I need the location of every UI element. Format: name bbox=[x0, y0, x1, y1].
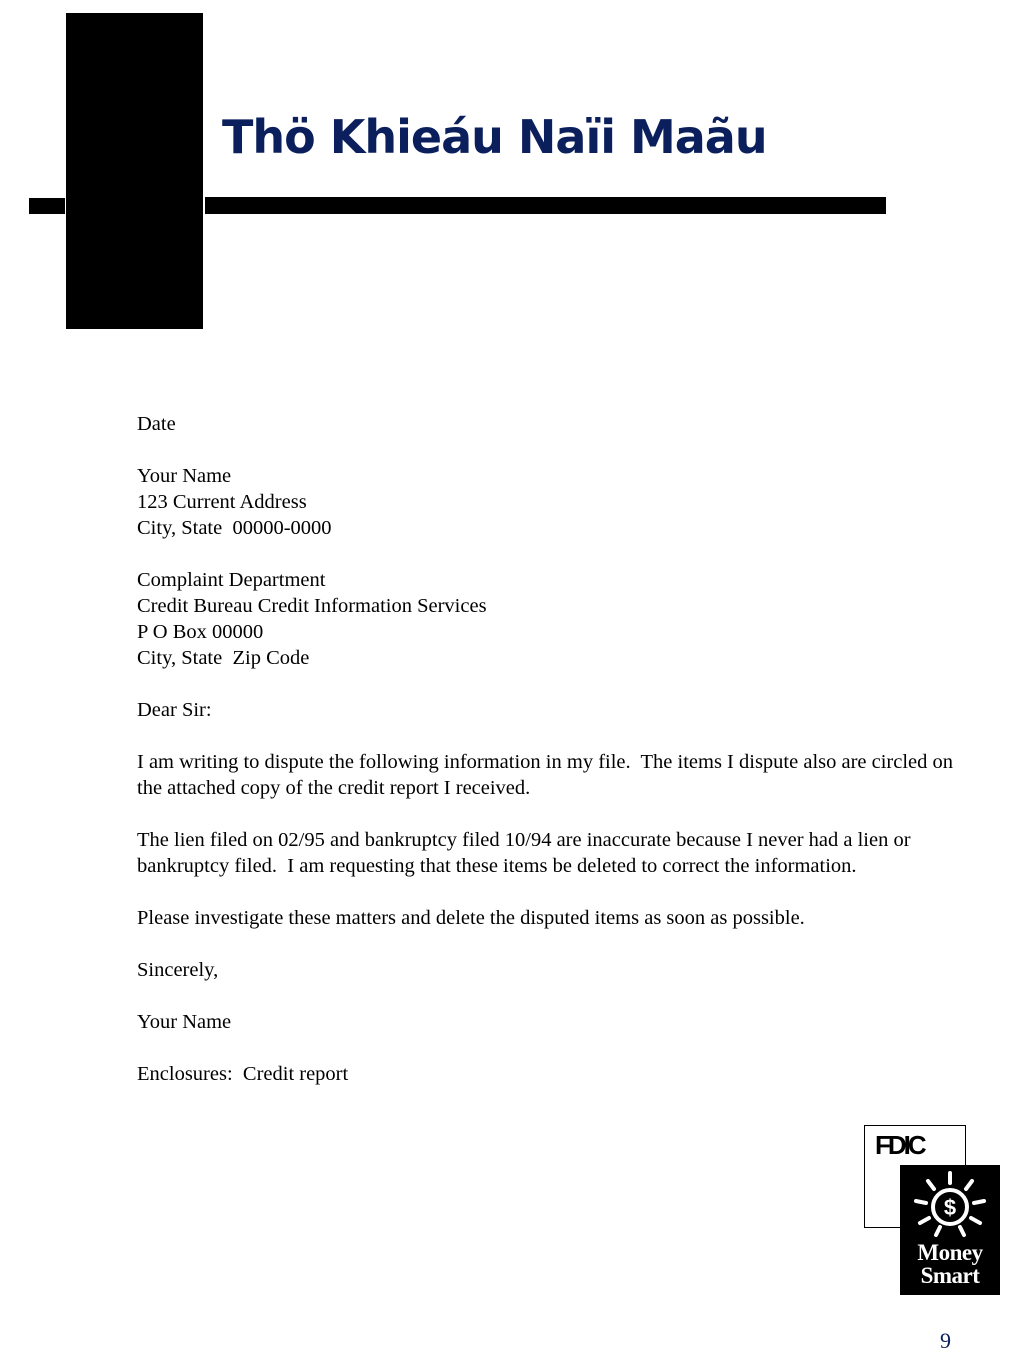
recipient-department: Complaint Department bbox=[137, 569, 326, 591]
dollar-symbol: $ bbox=[943, 1195, 957, 1220]
logo-smart-word: Smart bbox=[920, 1263, 980, 1288]
paragraph-request: Please investigate these matters and delete the disputed items as soon as possible. bbox=[137, 907, 805, 929]
recipient-po-box: P O Box 00000 bbox=[137, 621, 264, 643]
closing: Sincerely, bbox=[137, 959, 219, 981]
decorative-bar-right bbox=[205, 197, 886, 214]
slide-title: Thö Khieáu Naïi Maãu bbox=[222, 110, 767, 164]
paragraph-dispute-intro: I am writing to dispute the following information in my file. The items I dispute also are circled on the attached copy of the credit report I received. bbox=[137, 751, 959, 799]
page-number: 9 bbox=[940, 1328, 951, 1353]
sun-dollar-icon bbox=[910, 1169, 990, 1241]
salutation: Dear Sir: bbox=[137, 699, 212, 721]
fdic-logo-text: FDIC bbox=[875, 1130, 924, 1160]
money-smart-text bbox=[900, 1241, 1000, 1287]
signature-name: Your Name bbox=[137, 1011, 232, 1033]
decorative-black-block bbox=[66, 13, 203, 329]
sender-address: 123 Current Address bbox=[137, 491, 307, 513]
sender-city-state-zip: City, State 00000-0000 bbox=[137, 517, 332, 539]
recipient-organization: Credit Bureau Credit Information Services bbox=[137, 595, 487, 617]
paragraph-dispute-details: The lien filed on 02/95 and bankruptcy filed 10/94 are inaccurate because I never had a lien or bankruptcy filed. I am requesting that these items be deleted to correct the information. bbox=[137, 829, 916, 877]
enclosures: Enclosures: Credit report bbox=[137, 1063, 349, 1085]
logo-money-word: Money bbox=[917, 1240, 983, 1265]
sample-letter bbox=[137, 411, 967, 1113]
sender-name: Your Name bbox=[137, 465, 232, 487]
fdic-money-smart-logo bbox=[864, 1125, 1000, 1297]
decorative-bar-left bbox=[29, 198, 65, 214]
recipient-block bbox=[137, 567, 967, 671]
money-smart-logo-box bbox=[900, 1165, 1000, 1295]
recipient-city-state-zip: City, State Zip Code bbox=[137, 647, 310, 669]
letter-date: Date bbox=[137, 413, 176, 435]
sender-block bbox=[137, 463, 967, 541]
